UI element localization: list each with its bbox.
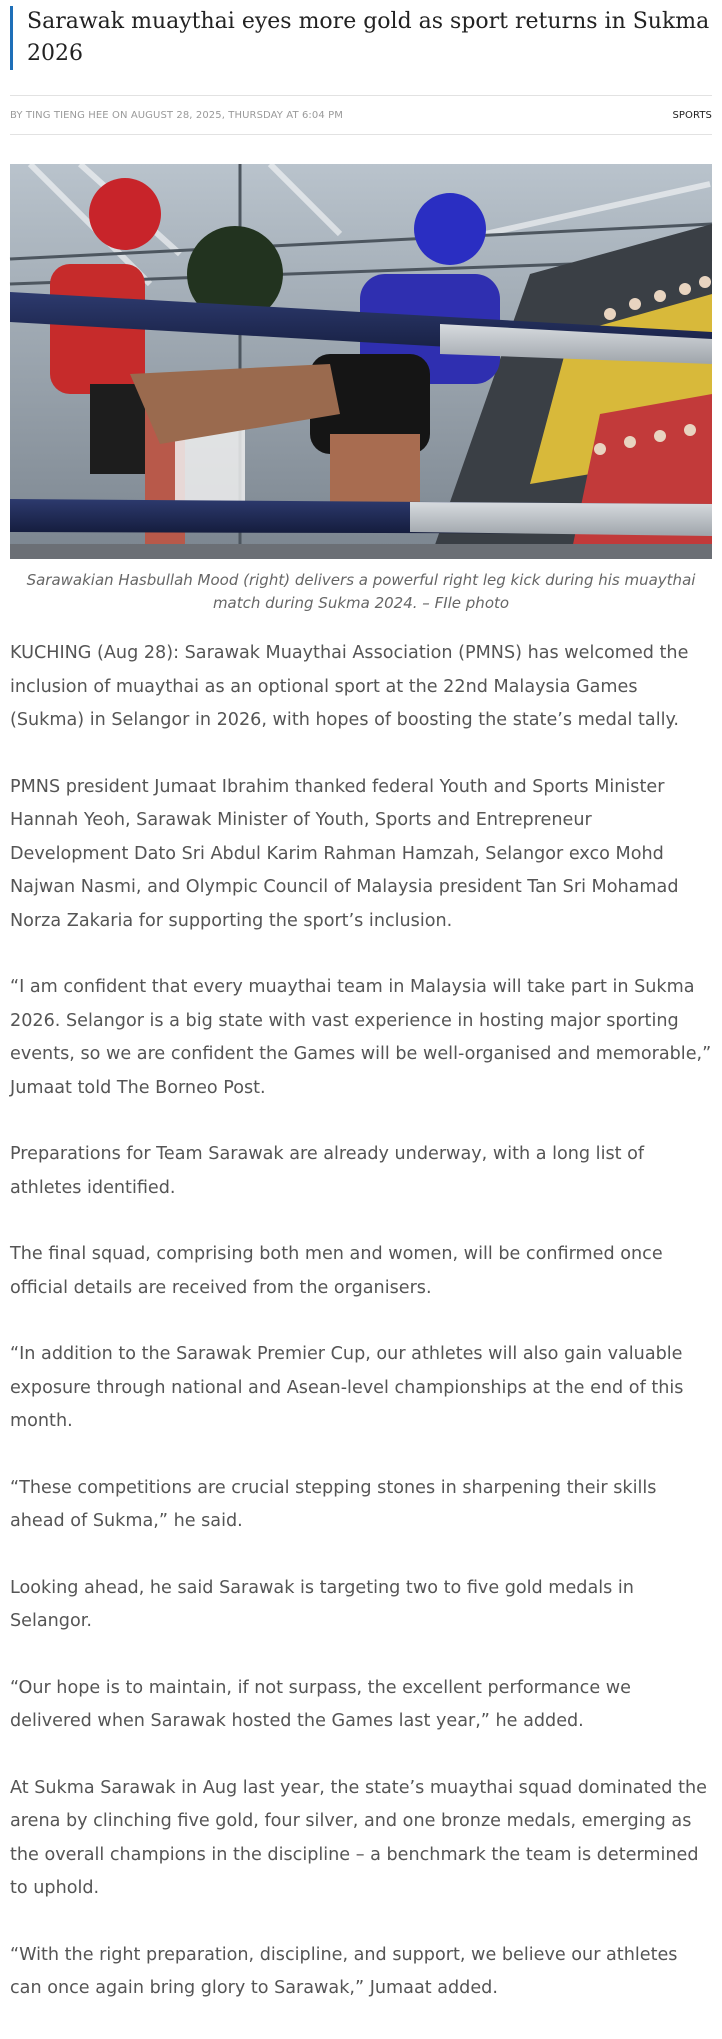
paragraph: At Sukma Sarawak in Aug last year, the state’s muaythai squad dominated the arena by clinching five gold, four silver, and one bronze medals, emerging as the overall champions in the discipline – a benchmark the team is determined to uphold. [10, 1777, 707, 1898]
paragraph: “I am confident that every muaythai team in Malaysia will take part in Sukma 2026. Selangor is a big state with vast experience in hosting major sporting events, so we are confident the Games will be well-organised and memorable,” Jumaat told The Borneo Post. [10, 977, 712, 1098]
article-title: Sarawak muaythai eyes more gold as sport returns in Sukma 2026 [10, 6, 710, 70]
paragraph: “In addition to the Sarawak Premier Cup, our athletes will also gain valuable exposure through national and Asean-level championships at the end of this month. [10, 1344, 684, 1431]
paragraph: “With the right preparation, discipline, and support, we believe our athletes can once again bring glory to Sarawak,” Jumaat added. [10, 1944, 678, 1998]
byline-text: BY TING TIENG HEE ON AUGUST 28, 2025, THURSDAY AT 6:04 PM [10, 109, 343, 121]
paragraph: PMNS president Jumaat Ibrahim thanked federal Youth and Sports Minister Hannah Yeoh, Sarawak Minister of Youth, Sports and Entrepreneur Development Dato Sri Abdul Karim Rahman Hamzah, Selangor exco Mohd Najwan Nasmi, and Olympic Council of Malaysia president Tan Sri Mohamad Norza Zakaria for supporting the sport’s inclusion. [10, 776, 679, 931]
muaythai-match-photo [10, 164, 712, 559]
photo-caption: Sarawakian Hasbullah Mood (right) delivers a powerful right leg kick during his muaythai match during Sukma 2024. – FIle photo [26, 571, 696, 612]
paragraph: “Our hope is to maintain, if not surpass, the excellent performance we delivered when Sarawak hosted the Games last year,” he added. [10, 1677, 631, 1731]
article-body [10, 637, 714, 2039]
byline [10, 110, 343, 121]
paragraph: Looking ahead, he said Sarawak is targeting two to five gold medals in Selangor. [10, 1577, 634, 1631]
paragraph: KUCHING (Aug 28): Sarawak Muaythai Association (PMNS) has welcomed the inclusion of muaythai as an optional sport at the 22nd Malaysia Games (Sukma) in Selangor in 2026, with hopes of boosting the state’s medal tally. [10, 643, 689, 730]
paragraph: Preparations for Team Sarawak are already underway, with a long list of athletes identified. [10, 1144, 645, 1198]
paragraph: “These competitions are crucial stepping stones in sharpening their skills ahead of Sukma,” he said. [10, 1477, 657, 1531]
category-link[interactable]: SPORTS [672, 109, 712, 121]
paragraph: The final squad, comprising both men and women, will be confirmed once official details are received from the organisers. [10, 1244, 663, 1298]
article-meta [10, 95, 712, 135]
